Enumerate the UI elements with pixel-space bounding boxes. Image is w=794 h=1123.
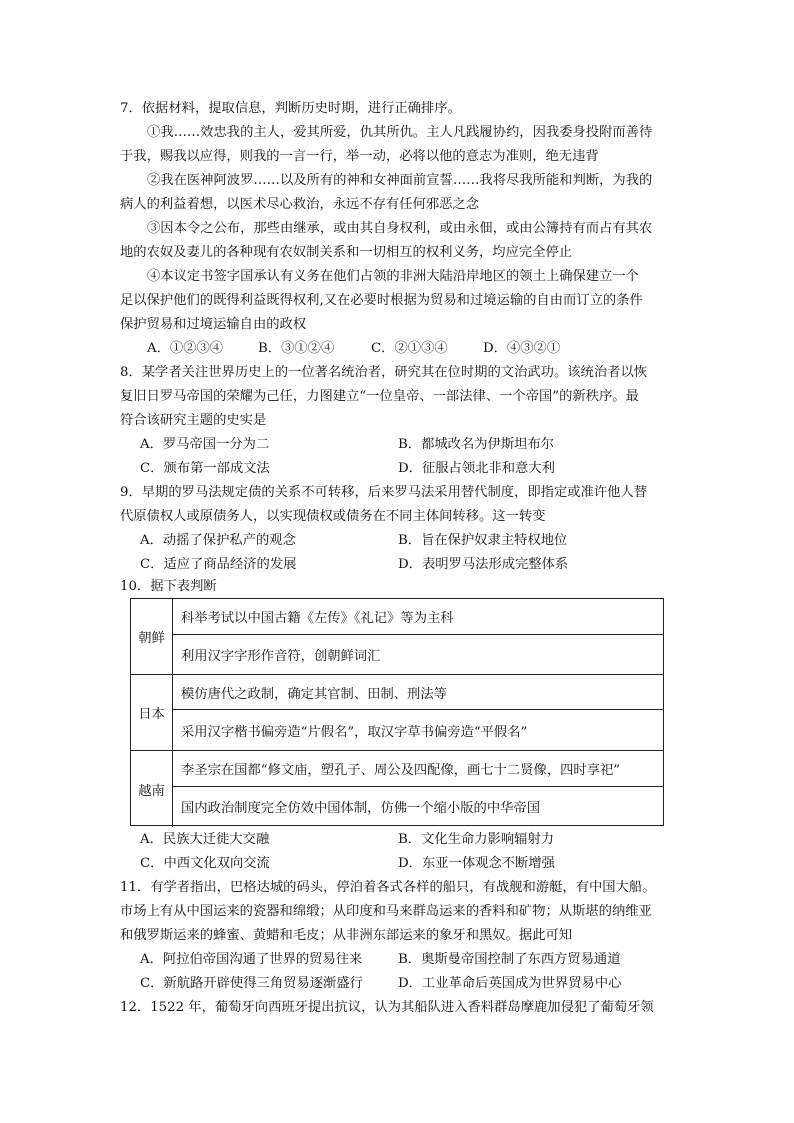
q11-stem-line-2: 市场上有从中国运来的瓷器和绵缎；从印度和马来群岛运来的香料和矿物；从斯堪的纳维亚 [120,904,652,919]
q10-option-d: D．东亚一体观念不断增强 [398,856,555,871]
q9-stem-line-1: 9．早期的罗马法规定债的关系不可转移，后来罗马法采用替代制度，即指定或准许他人替 [120,485,648,500]
q12-stem-line-1: 12．1522 年，葡萄牙向西班牙提出抗议，认为其船队进入香料群岛摩鹿加侵犯了葡萄牙领 [120,1000,654,1015]
table-country-korea: 朝鲜 [131,599,173,675]
q7-material-4-line-2: 足以保护他们的既得利益既得权利,又在必要时根据为贸易和过境运输的自由而订立的条件 [120,293,643,308]
table-cell: 国内政治制度完全仿效中国体制，仿佛一个缩小版的中华帝国 [181,800,541,816]
q11-option-d: D．工业革命后英国成为世界贸易中心 [398,976,622,991]
q9-option-b: B．旨在保护奴隶主特权地位 [398,533,568,548]
q7-stem: 7．依据材料，提取信息，判断历史时期，进行正确排序。 [120,101,461,116]
q9-stem-line-2: 代原债权人或原债务人，以实现债权或债务在不同主体间转移。这一转变 [120,509,546,524]
q9-option-c: C．适应了商品经济的发展 [140,557,297,572]
q7-option-b: B．③①②④ [258,341,335,356]
table-cell: 采用汉字楷书偏旁造“片假名”，取汉字草书偏旁造“平假名” [173,710,663,751]
q8-stem-line-3: 符合该研究主题的史实是 [120,413,267,428]
table-country-japan: 日本 [131,675,173,751]
q8-option-d: D．征服占领北非和意大利 [398,461,555,476]
table-cell: 利用汉字字形作音符，创朝鲜词汇 [173,635,663,675]
q7-material-3-line-2: 地的农奴及妻儿的各种现有农奴制关系和一切相互的权利义务，均应完全停止 [120,245,573,260]
q8-option-a: A．罗马帝国一分为二 [140,437,270,452]
q10-option-b: B．文化生命力影响辐射力 [398,832,555,847]
q7-material-4-line-1: ④本议定书签字国承认有义务在他们占领的非洲大陆沿岸地区的领土上确保建立一个 [147,269,639,284]
q7-option-a: A．①②③④ [147,341,224,356]
table-cell: 模仿唐代之政制，确定其官制、田制、刑法等 [173,675,663,710]
q7-option-c: C．②①③④ [371,341,448,356]
q9-option-a: A．动摇了保护私产的观念 [140,533,296,548]
q8-option-b: B．都城改名为伊斯坦布尔 [398,437,555,452]
q8-stem-line-2: 复旧日罗马帝国的荣耀为己任，力图建立“一位皇帝、一部法律、一个帝国”的新秩序。最 [120,389,639,404]
q11-stem-line-1: 11．有学者指出，巴格达城的码头，停泊着各式各样的船只，有战舰和游艇，有中国大船。 [120,880,656,895]
q7-material-1-line-1: ①我……效忠我的主人，爱其所爱，仇其所仇。主人凡践履协约，因我委身投附而善待 [147,125,653,140]
q7-option-d: D．④③②① [483,341,561,356]
q11-option-b: B．奥斯曼帝国控制了东西方贸易通道 [398,952,621,967]
q8-option-c: C．颁布第一部成文法 [140,461,270,476]
table-cell: 李圣宗在国都“修文庙，塑孔子、周公及四配像，画七十二贤像，四时享祀” [173,751,663,787]
q10-option-a: A．民族大迁徙大交融 [140,832,270,847]
table-country-vietnam: 越南 [131,751,173,827]
q7-material-4-line-3: 保护贸易和过境运输自由的政权 [120,317,307,332]
q9-option-d: D．表明罗马法形成完整体系 [398,557,569,572]
q11-option-a: A．阿拉伯帝国沟通了世界的贸易往来 [140,952,363,967]
q8-stem-line-1: 8．某学者关注世界历史上的一位著名统治者，研究其在位时期的文治武功。该统治者以恢 [120,365,648,380]
q7-material-2-line-1: ②我在医神阿波罗……以及所有的神和女神面前宣誓……我将尽我所能和判断，为我的 [147,173,653,188]
q11-stem-line-3: 和俄罗斯运来的蜂蜜、黄蜡和毛皮；从非洲东部运来的象牙和黑奴。据此可知 [120,928,573,943]
q10-table [130,598,664,826]
q7-material-2-line-2: 病人的利益着想，以医术尽心救治，永远不存有任何邪恶之念 [120,197,480,212]
q7-material-3-line-1: ③因本令之公布，那些由继承，或由其自身权利，或由永佃，或由公簿持有而占有其农 [147,221,653,236]
q7-material-1-line-2: 于我，赐我以应得，则我的一言一行，举一动，必将以他的意志为准则，绝无违背 [120,149,599,164]
q10-stem: 10．据下表判断 [120,579,217,594]
q11-option-c: C．新航路开辟使得三角贸易逐渐盛行 [140,976,363,991]
table-cell: 科举考试以中国古籍《左传》《礼记》等为主科 [173,599,663,635]
q10-option-c: C．中西文化双向交流 [140,856,270,871]
